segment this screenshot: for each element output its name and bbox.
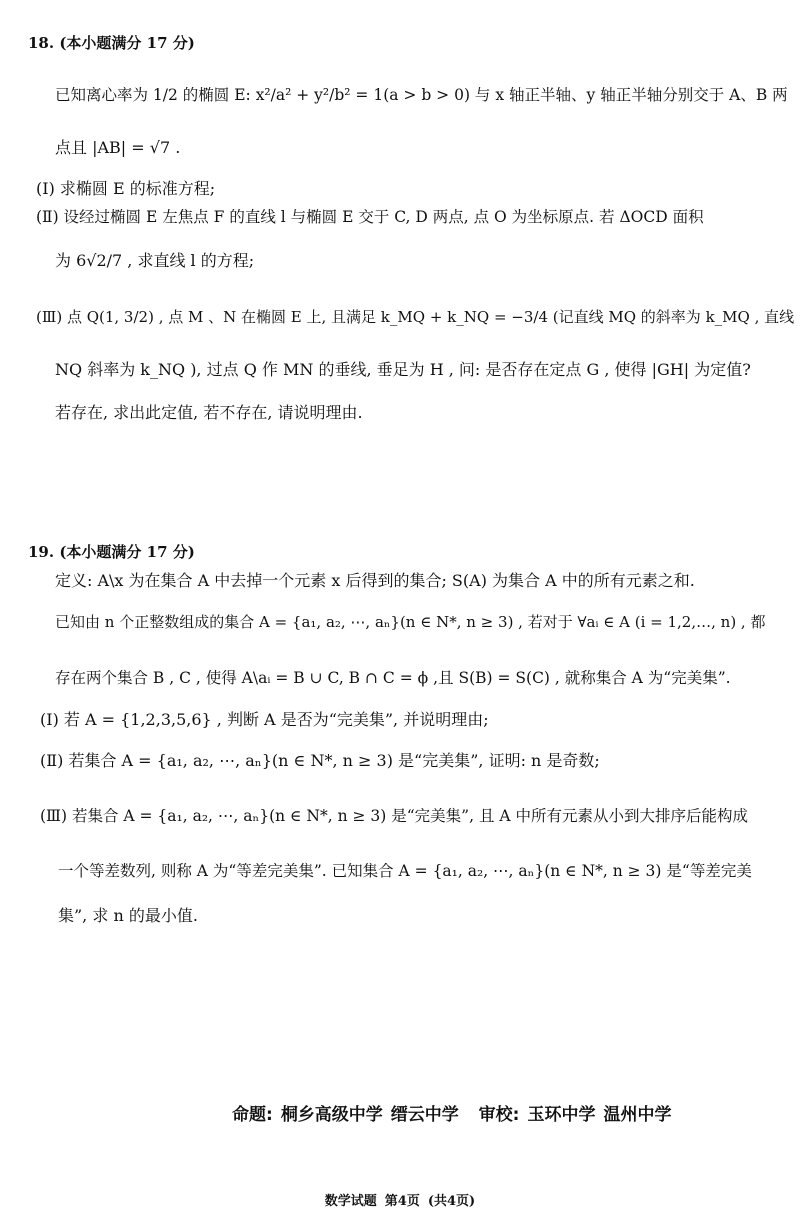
footer-page: 第4页	[384, 1194, 420, 1209]
q19-part2: (Ⅱ) 若集合 A = {a₁, a₂, ⋯, aₙ}(n ∈ N*, n ≥ 3) 是“完美集”, 证明: n 是奇数;	[40, 751, 600, 770]
q19-part3-line3: 集”, 求 n 的最小值.	[58, 906, 198, 925]
proposer-2: 缙云中学	[390, 1105, 459, 1125]
q18-stem-line2: 点且 |AB| = √7 .	[55, 138, 181, 157]
q19-part3-line1: (Ⅲ) 若集合 A = {a₁, a₂, ⋯, aₙ}(n ∈ N*, n ≥ 3) 是“完美集”, 且 A 中所有元素从小到大排序后能构成	[40, 807, 749, 825]
proposer-1: 桐乡高级中学	[280, 1105, 383, 1125]
q18-part2-line1: (Ⅱ) 设经过椭圆 E 左焦点 F 的直线 l 与椭圆 E 交于 C, D 两点, 点 O 为坐标原点. 若 ΔOCD 面积	[36, 208, 704, 226]
proposers-label: 命题:	[232, 1105, 273, 1125]
q19-def-line: 定义: A\x 为在集合 A 中去掉一个元素 x 后得到的集合; S(A) 为集合 A 中的所有元素之和.	[55, 571, 695, 590]
page-footer	[0, 1190, 800, 1209]
footer-subject: 数学试题	[324, 1194, 377, 1209]
q19-header: 19. (本小题满分 17 分)	[28, 543, 195, 561]
q19-part1: (Ⅰ) 若 A = {1,2,3,5,6} , 判断 A 是否为“完美集”, 并说明理由;	[40, 710, 489, 729]
q19-def-line3: 存在两个集合 B , C , 使得 A\aᵢ = B ∪ C, B ∩ C = ϕ ,且 S(B) = S(C) , 就称集合 A 为“完美集”.	[55, 669, 731, 687]
reviewer-2: 温州中学	[603, 1105, 672, 1125]
q18-part3-line1: (Ⅲ) 点 Q(1, 3/2) , 点 M 、N 在椭圆 E 上, 且满足 k_MQ + k_NQ = −3/4 (记直线 MQ 的斜率为 k_MQ , 直线	[36, 308, 795, 326]
reviewers-label: 审校:	[478, 1105, 520, 1125]
q18-stem-line1: 已知离心率为 1/2 的椭圆 E: x²/a² + y²/b² = 1(a > b > 0) 与 x 轴正半轴、y 轴正半轴分别交于 A、B 两	[55, 86, 788, 104]
q19-part3-line2: 一个等差数列, 则称 A 为“等差完美集”. 已知集合 A = {a₁, a₂, ⋯, aₙ}(n ∈ N*, n ≥ 3) 是“等差完美	[58, 862, 752, 880]
q18-header: 18. (本小题满分 17 分)	[28, 34, 195, 52]
q18-part2-line2: 为 6√2/7 , 求直线 l 的方程;	[55, 251, 255, 270]
credits	[232, 1100, 679, 1125]
q18-part3-line3: 若存在, 求出此定值, 若不存在, 请说明理由.	[55, 403, 363, 422]
footer-total: (共4页)	[427, 1194, 476, 1209]
reviewer-1: 玉环中学	[527, 1105, 596, 1125]
q19-def-line2: 已知由 n 个正整数组成的集合 A = {a₁, a₂, ⋯, aₙ}(n ∈ N*, n ≥ 3) , 若对于 ∀aᵢ ∈ A (i = 1,2,…, n) , 都	[55, 613, 766, 631]
q18-part1: (Ⅰ) 求椭圆 E 的标准方程;	[36, 179, 216, 198]
q18-part3-line2: NQ 斜率为 k_NQ ), 过点 Q 作 MN 的垂线, 垂足为 H , 问: 是否存在定点 G , 使得 |GH| 为定值?	[55, 360, 751, 379]
